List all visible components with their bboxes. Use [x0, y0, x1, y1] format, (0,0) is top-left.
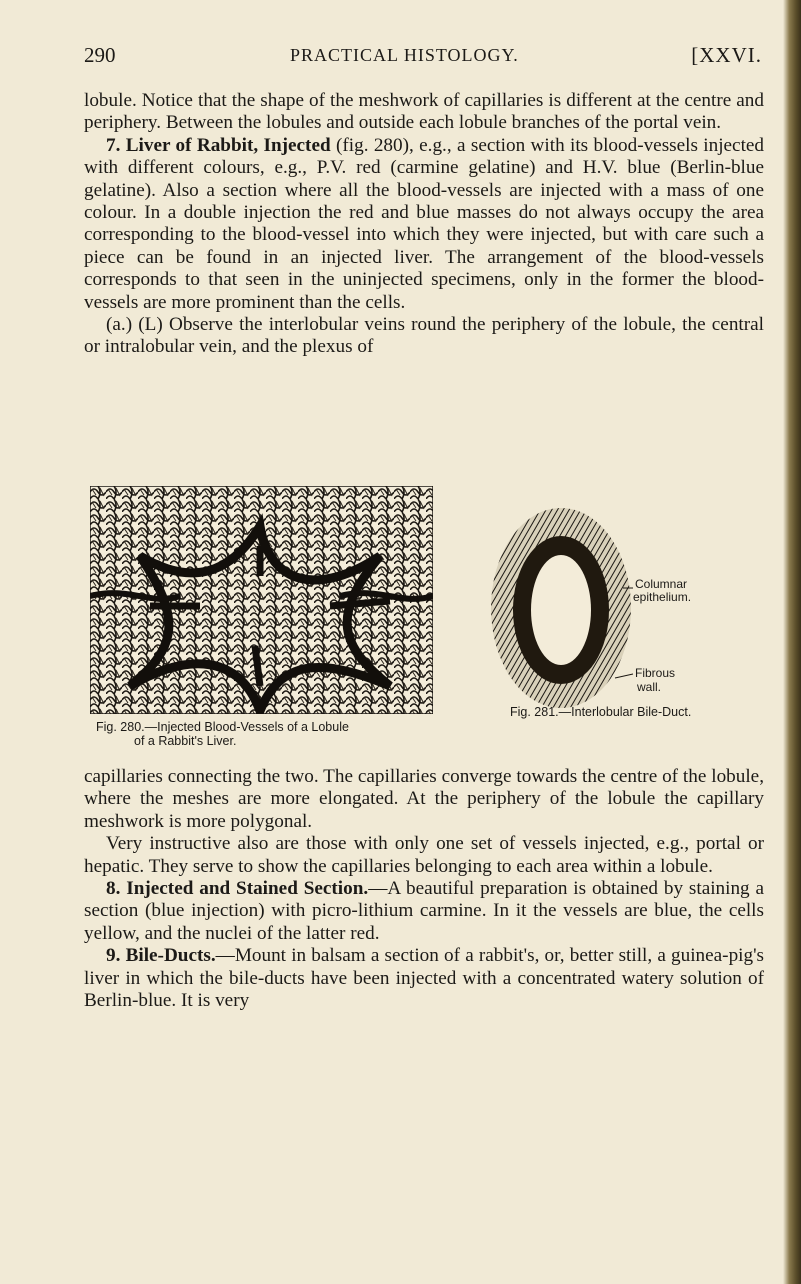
fig-280-caption-line2: of a Rabbit's Liver. — [134, 734, 237, 748]
item-9-number: 9. — [106, 945, 121, 967]
label-fibrous: Fibrous — [635, 666, 676, 680]
running-header — [84, 43, 762, 73]
label-columnar: Columnar — [635, 577, 688, 591]
fig-280-illustration — [90, 486, 433, 714]
fig-281-caption: Fig. 281.—Interlobular Bile-Duct. — [510, 705, 692, 719]
fig-281-illustration — [483, 498, 763, 738]
item-8-title: Injected and Stained Section. — [126, 878, 369, 900]
fig-280-caption-line1: Fig. 280.—Injected Blood-Vessels of a Lobule — [96, 720, 349, 734]
item-7-paragraph — [84, 135, 764, 314]
paragraph-instructive: Very instructive also are those with only one set of vessels injected, e.g., portal or hepatic. They serve to show the capillaries belonging to each area within a lobule. — [84, 833, 764, 877]
item-9-title: Bile-Ducts. — [125, 945, 216, 967]
page-number: 290 — [84, 43, 116, 67]
page-edge-shadow — [783, 0, 801, 1284]
item-8-paragraph — [84, 878, 764, 945]
item-8-text: —A beautiful preparation is obtained by staining a section (blue injection) with picro-lithium carmine. In it the vessels are blue, the cells yellow, and the nuclei of the latter red. — [84, 878, 765, 944]
item-7a-paragraph: (a.) (L) Observe the interlobular veins round the periphery of the lobule, the central or intralobular vein, and the plexus of — [84, 314, 764, 358]
upper-text-block — [84, 90, 764, 359]
label-wall: wall. — [637, 680, 662, 694]
running-title: PRACTICAL HISTOLOGY. — [290, 45, 519, 65]
item-9-text: —Mount in balsam a section of a rabbit's, or, better still, a guinea-pig's liver in which the bile-ducts have been injected with a concentrated watery solution of Berlin-blue. It is very — [84, 945, 765, 1012]
item-8-number: 8. — [106, 878, 121, 900]
lower-text-block — [84, 766, 764, 1012]
chapter-number: [XXVI. — [691, 43, 762, 67]
item-7-text: (fig. 280), e.g., a section with its blood-vessels injected with different colours, e.g., P.V. red (carmine gelatine) and H.V. blue (Berlin-blue gelatine). Also a section where all the blood-vessels are injected with a mass of one colour. In a double injection the red and blue masses do not always occupy the area corresponding to the blood-vessel into which they were injected, but with care such a piece can be found in an injected liver. The arrangement of the blood-vessels corresponds to that seen in the uninjected specimens, only in the former the blood-vessels are more prominent than the cells. — [84, 134, 765, 313]
item-9-paragraph — [84, 945, 764, 1012]
paragraph-continuation: lobule. Notice that the shape of the meshwork of capillaries is different at the centre and periphery. Between the lobules and outside each lobule branches of the portal vein. — [84, 90, 764, 134]
label-epithelium: epithelium. — [633, 590, 692, 604]
item-7-number: 7. — [106, 134, 121, 156]
paragraph-capillaries: capillaries connecting the two. The capillaries converge towards the centre of the lobule, where the meshes are more elongated. At the periphery of the lobule the capillary meshwork is more polygonal. — [84, 766, 764, 832]
item-7-title: Liver of Rabbit, Injected — [125, 134, 331, 156]
